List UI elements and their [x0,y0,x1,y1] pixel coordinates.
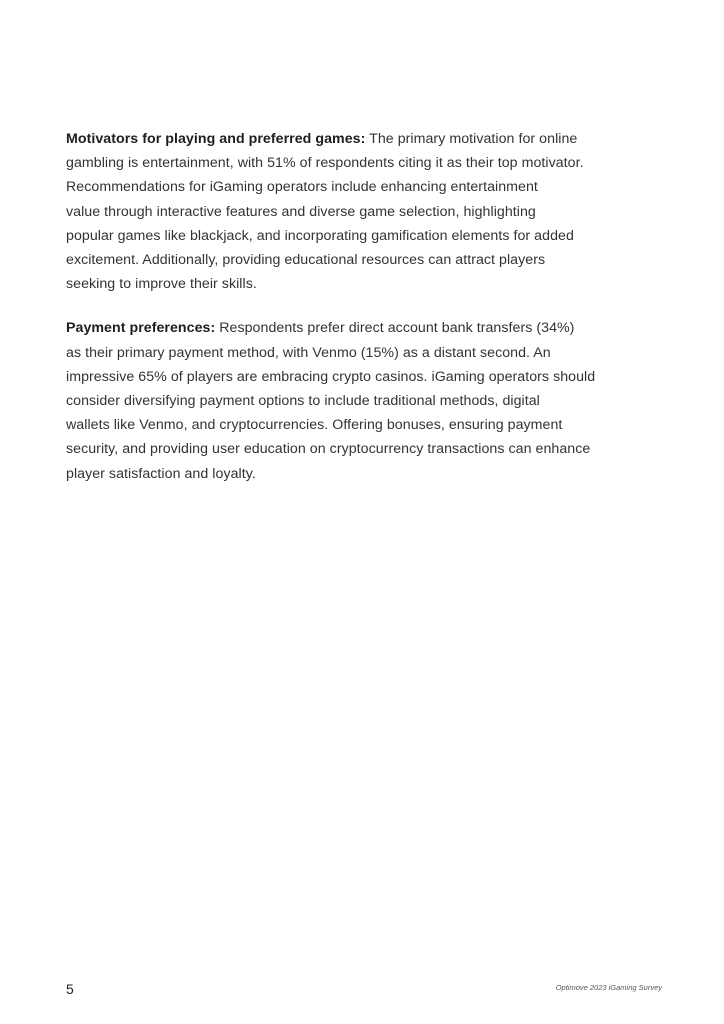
paragraph-line: popular games like blackjack, and incorporating gamification elements for added [66,227,574,244]
paragraph-line: player satisfaction and loyalty. [66,465,256,482]
footer-document-title: Optimove 2023 iGaming Survey [555,983,662,992]
paragraph-line: wallets like Venmo, and cryptocurrencies. Offering bonuses, ensuring payment [66,417,563,434]
paragraph-line: value through interactive features and diverse game selection, highlighting [66,203,536,220]
paragraph-text: Respondents prefer direct account bank transfers (34%) [215,320,575,337]
paragraph-text: The primary motivation for online [365,131,578,147]
paragraph-line: gambling is entertainment, with 51% of respondents citing it as their top motivator. [66,155,584,172]
page-number: 5 [66,981,74,997]
paragraph-line: impressive 65% of players are embracing crypto casinos. iGaming operators should [66,368,596,385]
paragraph-line: excitement. Additionally, providing educational resources can attract players [66,252,546,269]
payment-paragraph [66,316,636,485]
document-body [66,127,636,506]
motivators-heading: Motivators for playing and preferred games: [66,131,366,147]
paragraph-line: seeking to improve their skills. [66,276,257,293]
payment-heading: Payment preferences: [66,320,216,337]
motivators-paragraph [66,127,636,296]
paragraph-line: as their primary payment method, with Venmo (15%) as a distant second. An [66,344,551,361]
paragraph-line: consider diversifying payment options to include traditional methods, digital [66,393,540,410]
paragraph-line: security, and providing user education on cryptocurrency transactions can enhance [66,441,591,458]
paragraph-line [66,316,636,340]
paragraph-line [66,127,636,151]
paragraph-line: Recommendations for iGaming operators include enhancing entertainment [66,179,538,196]
